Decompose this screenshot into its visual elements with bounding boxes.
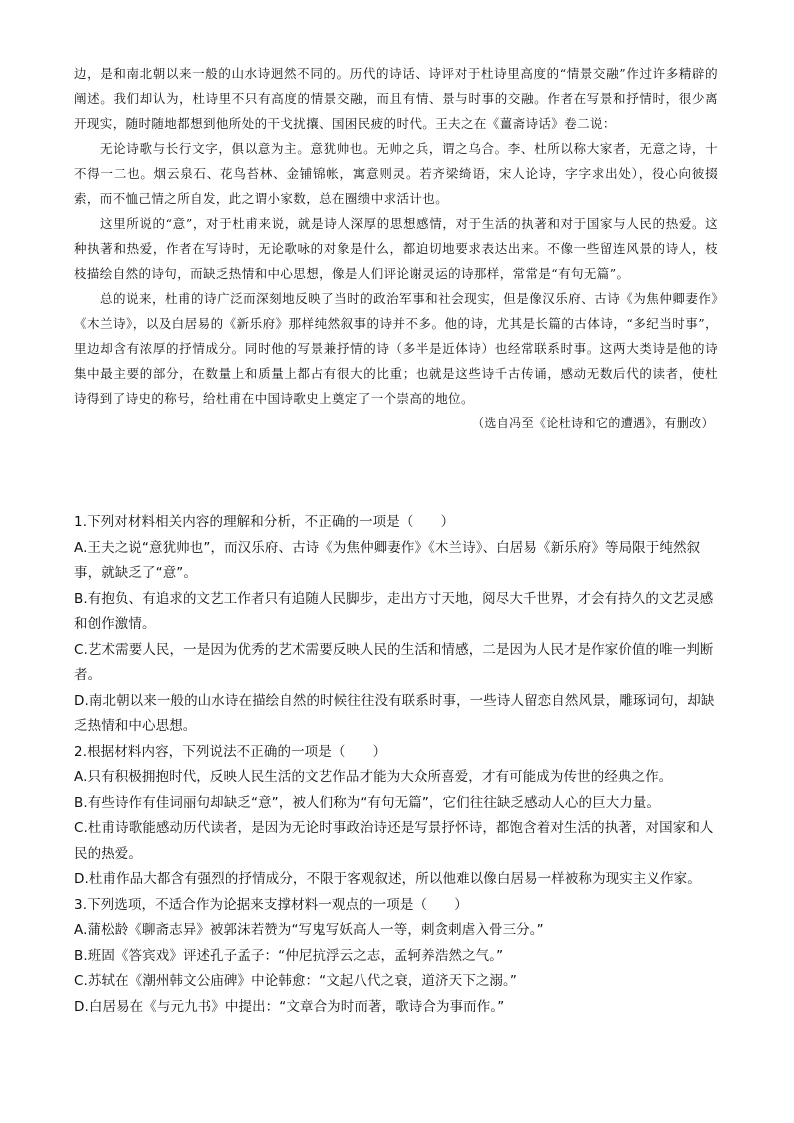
option-b: B.班固《答宾戏》评述孔子孟子：“仲尼抗浮云之志，孟轲养浩然之气。” bbox=[74, 947, 504, 964]
option-b: B.有抱负、有追求的文艺工作者只有追随人民脚步，走出方寸天地，阅尽大千世界，才会有持久的文艺灵感和创作激情。 bbox=[74, 590, 714, 632]
reading-passage bbox=[74, 61, 718, 436]
option-a: A.只有积极拥抱时代，反映人民生活的文艺作品才能为大众所喜爱，才有可能成为传世的经典之作。 bbox=[74, 769, 673, 785]
option-c: C.艺术需要人民，一是因为优秀的艺术需要反映人民的生活和情感，二是因为人民才是作家价值的唯一判断者。 bbox=[74, 641, 714, 683]
question-3 bbox=[74, 893, 722, 1021]
passage-quote: 无论诗歌与长行文字，俱以意为主。意犹帅也。无帅之兵，谓之乌合。李、杜所以称大家者，无意之诗，十不得一二也。烟云泉石、花鸟苔林、金铺锦帐，寓意则灵。若齐梁绮语，宋人论诗，字字求出处），役心向彼掇索，而不恤己情之所自发，此之谓小家数，总在圈缋中求活计也。 bbox=[74, 141, 718, 206]
passage-paragraph: 这里所说的“意”，对于杜甫来说，就是诗人深厚的思想感情，对于生活的执著和对于国家与人民的热爱。这种执著和热爱，作者在写诗时，无论歌咏的对象是什么，都迫切地要求表达出来。不像一些留连风景的诗人，枝枝描绘自然的诗句，而缺乏热情和中心思想，像是人们评论谢灵运的诗那样，常常是“有句无篇”。 bbox=[74, 216, 718, 281]
option-d: D.杜甫作品大都含有强烈的抒情成分，不限于客观叙述，所以他难以像白居易一样被称为现实主义作家。 bbox=[74, 871, 701, 887]
question-2 bbox=[74, 740, 722, 893]
question-1 bbox=[74, 510, 722, 740]
option-a: A.蒲松龄《聊斋志异》被郭沫若赞为“写鬼写妖高人一等，刺贪刺虐入骨三分。” bbox=[74, 922, 544, 938]
option-c: C.杜甫诗歌能感动历代读者，是因为无论时事政治诗还是写景抒怀诗，都饱含着对生活的执著，对国家和人民的热爱。 bbox=[74, 820, 714, 862]
passage-source: （选自冯至《论杜诗和它的遭遇》，有删改） bbox=[471, 416, 714, 430]
passage-paragraph: 总的说来，杜甫的诗广泛而深刻地反映了当时的政治军事和社会现实，但是像汉乐府、古诗《为焦仲卿妻作》《木兰诗》，以及白居易的《新乐府》那样纯然叙事的诗并不多。他的诗，尤其是长篇的古体诗，“多纪当时事”，里边却含有浓厚的抒情成分。同时他的写景兼抒情的诗（多半是近体诗）也经常联系时事。这两大类诗是他的诗集中最主要的部分，在数量上和质量上都占有很大的比重；也就是这些诗千古传诵，感动无数后代的读者，使杜诗得到了诗史的称号，给杜甫在中国诗歌史上奠定了一个崇高的地位。 bbox=[74, 291, 718, 406]
option-b: B.有些诗作有佳词丽句却缺乏“意”，被人们称为“有句无篇”，它们往往缺乏感动人心的巨大力量。 bbox=[74, 794, 661, 811]
question-stem: 2.根据材料内容，下列说法不正确的一项是（ ） bbox=[74, 743, 387, 760]
option-c: C.苏轼在《潮州韩文公庙碑》中论韩愈：“文起八代之衰，道济天下之溺。” bbox=[74, 973, 517, 989]
question-stem: 3.下列选项，不适合作为论据来支撑材料一观点的一项是（ ） bbox=[74, 896, 468, 913]
question-stem: 1.下列对材料相关内容的理解和分析，不正确的一项是（ ） bbox=[74, 514, 455, 530]
option-d: D.南北朝以来一般的山水诗在描绘自然的时候往往没有联系时事，一些诗人留恋自然风景，雕琢词句，却缺乏热情和中心思想。 bbox=[74, 692, 715, 734]
option-d: D.白居易在《与元九书》中提出：“文章合为时而著，歌诗合为事而作。” bbox=[74, 998, 505, 1015]
passage-paragraph: 边，是和南北朝以来一般的山水诗迥然不同的。历代的诗话、诗评对于杜诗里高度的“情景交融”作过许多精辟的阐述。我们却认为，杜诗里不只有高度的情景交融，而且有情、景与时事的交融。作者在写景和抒情时，很少离开现实，随时随地都想到他所处的干戈扰攘、国困民疲的时代。王夫之在《薑斋诗话》卷二说： bbox=[74, 66, 718, 131]
question-section bbox=[74, 510, 722, 1020]
option-a: A.王夫之说“意犹帅也”，而汉乐府、古诗《为焦仲卿妻作》《木兰诗》、白居易《新乐府》等局限于纯然叙事，就缺乏了“意”。 bbox=[74, 539, 701, 581]
